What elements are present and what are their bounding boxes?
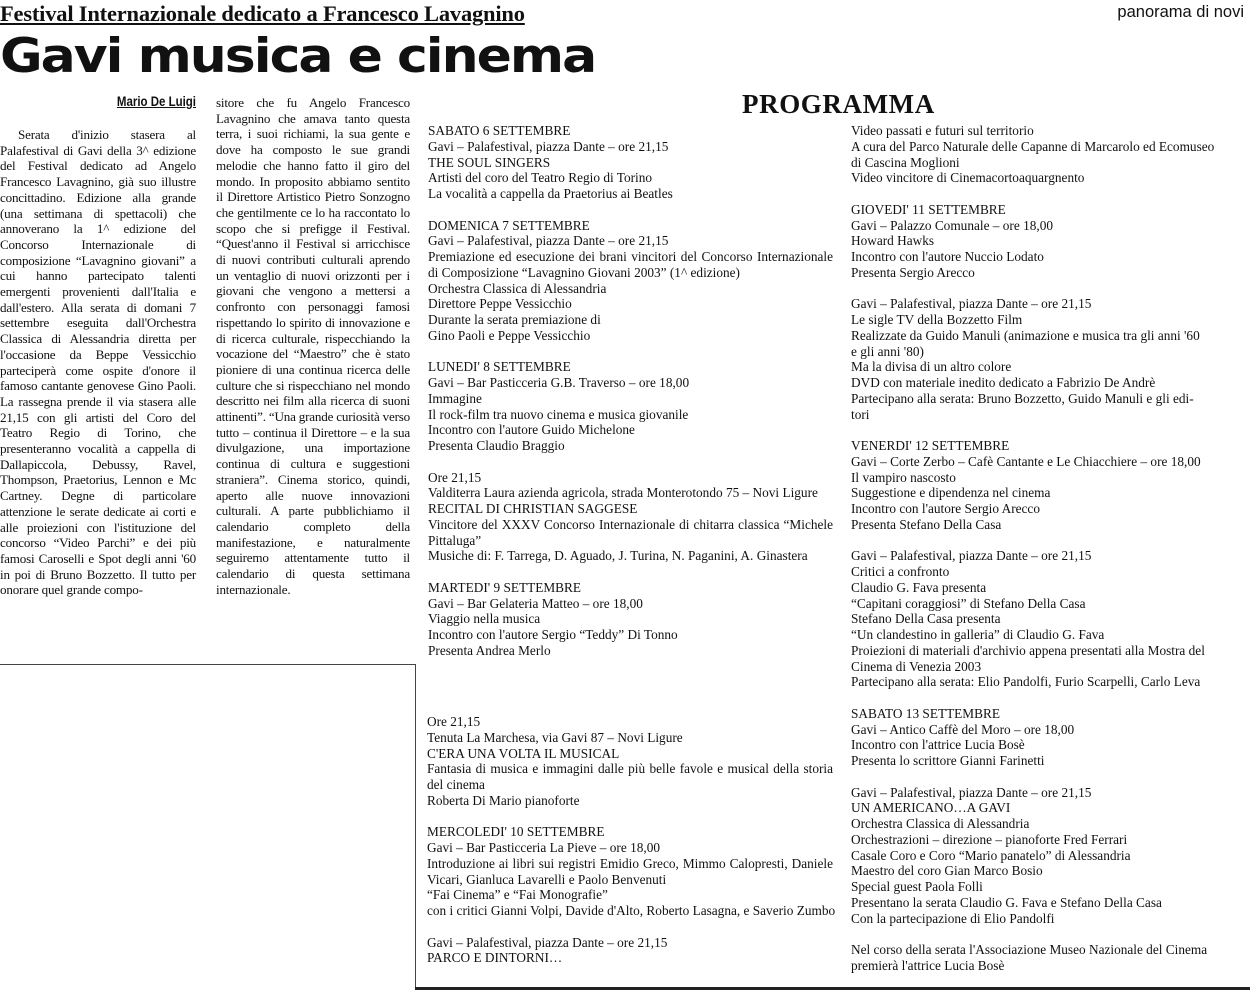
article-kicker: Festival Internazionale dedicato a Francesco Lavagnino <box>0 1 525 26</box>
schedule-entry <box>851 548 1250 690</box>
programma-column-left-top <box>428 123 833 674</box>
schedule-heading: Ore 21,15 <box>428 469 482 485</box>
schedule-entry <box>427 824 836 919</box>
schedule-heading: Gavi – Palafestival, piazza Dante – ore 21,15 <box>851 548 1092 564</box>
schedule-line: Gavi – Palafestival, piazza Dante – ore 21,15 <box>428 138 669 154</box>
schedule-line: C'ERA UNA VOLTA IL MUSICAL <box>427 745 620 761</box>
programma-column-right <box>851 123 1250 989</box>
schedule-entry <box>427 935 833 967</box>
schedule-line: Introduzione ai libri sui registri Emidio Greco, Mimmo Calopresti, Daniele Vicari, Gianluca Lavarelli e Paolo Benvenuti <box>427 855 833 887</box>
schedule-line: Le sigle TV della Bozzetto Film <box>851 312 1023 327</box>
schedule-heading: GIOVEDI' 11 SETTEMBRE <box>851 201 1006 217</box>
schedule-entry <box>851 706 1250 769</box>
schedule-line: “Un clandestino in galleria” di Claudio G. Fava <box>851 627 1105 642</box>
divider-horizontal <box>0 664 415 665</box>
schedule-line: Durante la serata premiazione di <box>428 312 601 327</box>
schedule-line: Presenta Stefano Della Casa <box>851 516 1002 532</box>
schedule-line: Presenta lo scrittore Gianni Farinetti <box>851 753 1045 768</box>
schedule-line: Special guest Paola Folli <box>851 879 983 894</box>
schedule-line: Orchestrazioni – direzione – pianoforte Fred Ferrari <box>851 831 1128 847</box>
schedule-line: UN AMERICANO…A GAVI <box>851 800 1011 816</box>
schedule-line: Gavi – Palazzo Comunale – ore 18,00 <box>851 217 1053 233</box>
schedule-line: Presenta Andrea Merlo <box>428 642 551 658</box>
divider-bottom <box>415 987 1250 990</box>
schedule-line: Valditerra Laura azienda agricola, strada Monterotondo 75 – Novi Ligure <box>428 485 818 501</box>
schedule-line: Fantasia di musica e immagini dalle più belle favole e musical della storia del cinema <box>427 761 833 792</box>
schedule-entry <box>851 123 1250 186</box>
schedule-entry <box>428 580 833 659</box>
schedule-line: Orchestra Classica di Alessandria <box>851 816 1030 831</box>
schedule-entry <box>851 296 1250 422</box>
schedule-line: di Cascina Moglioni <box>851 154 960 170</box>
schedule-heading: Gavi – Palafestival, piazza Dante – ore 21,15 <box>427 934 668 950</box>
schedule-line: Partecipano alla serata: Elio Pandolfi, Furio Scarpelli, Carlo Leva <box>851 674 1201 690</box>
schedule-line: Premiazione ed esecuzione dei brani vincitori del Concorso Internazionale di Composizione “Lavagnino Giovani 2003” (1^ edizione) <box>428 249 833 280</box>
schedule-line: Immagine <box>428 390 482 406</box>
schedule-line: Stefano Della Casa presenta <box>851 611 1001 627</box>
article-text-2: sitore che fu Angelo Francesco Lavagnino che amava tanto questa terra, i suoi richiami, la sua gente e dove ha composto le sue grandi melodie che hanno fatto il giro del mondo. In proposito abbiamo sentito il Direttore Artistico Pietro Sonzogno che gentilmente ce lo ha raccontato lo scopo che si prefigge il Festival. “Quest'anno il Festival si arricchisce di nuovi contributi culturali aprendo un ventaglio di nuovi orizzonti per i giovani che vengono a mettersi a confronto con personaggi famosi rispettando lo spirito di innovazione e di ricerca culturale, rispecchiando la vocazione del “Maestro” che è stato pioniere di una continua ricerca delle culture che si rispecchiano nel mondo descritto nei film alla ricerca di suoni attinenti”. “Una grande curiosità verso tutto – continua il Direttore – e la sua divulgazione, una importazione continua di cultura e suggestioni straniera”. Cinema storico, quindi, aperto alle nuove innovazioni culturali. A parte pubblichiamo il calendario completo della manifestazione, e naturalmente seguiremo attentamente tutto il calendario di questa settimana internazionale. <box>216 95 410 597</box>
schedule-line: Critici a confronto <box>851 564 950 579</box>
schedule-line: Proiezioni di materiali d'archivio appena presentati alla Mostra del <box>851 642 1205 658</box>
article-text-1: Serata d'inizio stasera al Palafestival di Gavi della 3^ edizione del Festival dedicato ad Angelo Francesco Lavagnino, già suo illustre concittadino. Edizione alla grande (una settimana di spettacoli) che annoverano la 1^ edizione del Concorso Internazionale di composizione “Lavagnino giovani” a cui hanno partecipato talenti emergenti provenienti dall'Italia e dall'estero. Alla serata di domani 7 settembre eseguita dall'Orchestra Classica di Alessandria diretta per l'occasione da Beppe Vessicchio parteciperà come ospite d'onore il famoso cantante genovese Gino Paoli. La rassegna prende il via stasera alle 21,15 con gli artisti del Coro del Teatro Regio di Torino, che presenteranno vocalità a cappella di Dallapiccola, Debussy, Ravel, Thompson, Praetorius, Lennon e Mc Cartney. Degne di particolare attenzione le serate dedicate ai corti e alle proiezioni con l'istituzione del concorso “Video Parchi” e dei più famosi Caroselli e Spot degli anni '60 in poi di Bruno Bozzetto. Il tutto per onorare quel grande compo- <box>0 127 196 598</box>
schedule-line: Con la partecipazione di Elio Pandolfi <box>851 910 1055 926</box>
schedule-line: Incontro con l'autore Sergio “Teddy” Di Tonno <box>428 627 678 642</box>
schedule-line: Maestro del coro Gian Marco Bosio <box>851 863 1043 879</box>
schedule-line: RECITAL DI CHRISTIAN SAGGESE <box>428 501 638 516</box>
schedule-entry <box>428 218 833 344</box>
schedule-line: Presentano la serata Claudio G. Fava e Stefano Della Casa <box>851 894 1162 910</box>
byline: Mario De Luigi <box>116 94 196 109</box>
programma-column-left-bottom <box>427 714 836 982</box>
schedule-line: Casale Coro e Coro “Mario panatelo” di Alessandria <box>851 847 1131 863</box>
schedule-line: Incontro con l'autore Nuccio Lodato <box>851 249 1044 264</box>
schedule-line: Gavi – Bar Pasticceria La Pieve – ore 18,00 <box>427 840 660 855</box>
schedule-line: “Capitani coraggiosi” di Stefano Della Casa <box>851 595 1086 611</box>
schedule-line: Presenta Sergio Arecco <box>851 264 975 280</box>
schedule-line: Roberta Di Mario pianoforte <box>427 792 580 808</box>
schedule-line: Gino Paoli e Peppe Vessicchio <box>428 327 591 343</box>
schedule-entry <box>428 123 833 202</box>
schedule-line: premierà l'attrice Lucia Bosè <box>851 957 1005 973</box>
schedule-line: Howard Hawks <box>851 233 935 249</box>
schedule-line: PARCO E DINTORNI… <box>427 950 563 966</box>
schedule-heading: LUNEDI' 8 SETTEMBRE <box>428 359 571 375</box>
schedule-line: Partecipano alla serata: Bruno Bozzetto, Guido Manuli e gli edi- <box>851 390 1194 406</box>
schedule-line: Realizzate da Guido Manuli (animazione e musica tra gli anni '60 <box>851 327 1200 343</box>
schedule-heading: Nel corso della serata l'Associazione Museo Nazionale del Cinema <box>851 942 1208 957</box>
schedule-line: Gavi – Antico Caffè del Moro – ore 18,00 <box>851 721 1075 737</box>
schedule-line: Direttore Peppe Vessicchio <box>428 296 572 312</box>
schedule-line: Gavi – Bar Pasticceria G.B. Traverso – ore 18,00 <box>428 375 690 390</box>
schedule-line: Claudio G. Fava presenta <box>851 579 987 595</box>
schedule-heading: Gavi – Palafestival, piazza Dante – ore 21,15 <box>851 296 1092 312</box>
schedule-entry <box>851 438 1250 533</box>
schedule-line: Gavi – Palafestival, piazza Dante – ore 21,15 <box>428 233 669 249</box>
schedule-line: Il rock-film tra nuovo cinema e musica giovanile <box>428 406 689 422</box>
schedule-entry <box>851 942 1250 974</box>
schedule-line: Tenuta La Marchesa, via Gavi 87 – Novi Ligure <box>427 729 683 745</box>
schedule-line: A cura del Parco Naturale delle Capanne di Marcarolo ed Ecomuseo <box>851 138 1215 154</box>
schedule-heading: Gavi – Palafestival, piazza Dante – ore 21,15 <box>851 784 1092 800</box>
divider-vertical <box>415 664 416 989</box>
schedule-entry <box>851 785 1250 927</box>
schedule-line: Viaggio nella musica <box>428 611 541 627</box>
schedule-heading: SABATO 6 SETTEMBRE <box>428 123 571 138</box>
schedule-line: Presenta Claudio Braggio <box>428 438 565 453</box>
schedule-line: Incontro con l'autore Sergio Arecco <box>851 501 1040 516</box>
schedule-line: Orchestra Classica di Alessandria <box>428 280 607 296</box>
schedule-line: Incontro con l'attrice Lucia Bosè <box>851 737 1025 753</box>
schedule-line: Vincitore del XXXV Concorso Internazionale di chitarra classica “Michele Pittaluga” <box>428 516 833 548</box>
schedule-line: Video vincitore di Cinemacortoaquargnento <box>851 170 1085 186</box>
schedule-heading: MARTEDI' 9 SETTEMBRE <box>428 579 582 595</box>
schedule-heading: MERCOLEDI' 10 SETTEMBRE <box>427 824 605 840</box>
schedule-line: Il vampiro nascosto <box>851 469 956 485</box>
schedule-line: Cinema di Venezia 2003 <box>851 658 982 674</box>
schedule-line: Gavi – Corte Zerbo – Cafè Cantante e Le Chiacchiere – ore 18,00 <box>851 453 1201 469</box>
schedule-line: La vocalità a cappella da Praetorius ai Beatles <box>428 186 673 201</box>
schedule-entry <box>427 714 833 809</box>
schedule-line: Suggestione e dipendenza nel cinema <box>851 485 1051 501</box>
programma-title: PROGRAMMA <box>742 89 935 119</box>
schedule-entry <box>428 470 833 565</box>
schedule-line: DVD con materiale inedito dedicato a Fabrizio De Andrè <box>851 375 1156 390</box>
schedule-line: Incontro con l'autore Guido Michelone <box>428 422 635 438</box>
schedule-entry <box>851 202 1250 281</box>
schedule-heading: DOMENICA 7 SETTEMBRE <box>428 217 590 233</box>
schedule-line: con i critici Gianni Volpi, Davide d'Alto, Roberto Lasagna, e Saverio Zumbo <box>427 903 836 918</box>
schedule-heading: Ore 21,15 <box>427 714 481 729</box>
schedule-line: tori <box>851 406 870 422</box>
schedule-line: “Fai Cinema” e “Fai Monografie” <box>427 887 608 903</box>
schedule-line: Gavi – Bar Gelateria Matteo – ore 18,00 <box>428 595 643 611</box>
schedule-line: THE SOUL SINGERS <box>428 154 551 170</box>
schedule-heading: SABATO 13 SETTEMBRE <box>851 705 1000 721</box>
schedule-line: Ma la divisa di un altro colore <box>851 359 1012 375</box>
article-column-2 <box>216 95 410 598</box>
schedule-line: e gli anni '80) <box>851 343 924 359</box>
schedule-line: Musiche di: F. Tarrega, D. Aguado, J. Turina, N. Paganini, A. Ginastera <box>428 548 808 564</box>
schedule-heading: Video passati e futuri sul territorio <box>851 123 1034 138</box>
schedule-line: Artisti del coro del Teatro Regio di Torino <box>428 170 653 186</box>
article-column-1 <box>0 127 196 598</box>
schedule-entry <box>428 359 833 454</box>
headline: Gavi musica e cinema <box>0 29 596 84</box>
section-label: panorama di novi <box>1117 3 1244 21</box>
schedule-heading: VENERDI' 12 SETTEMBRE <box>851 438 1010 453</box>
